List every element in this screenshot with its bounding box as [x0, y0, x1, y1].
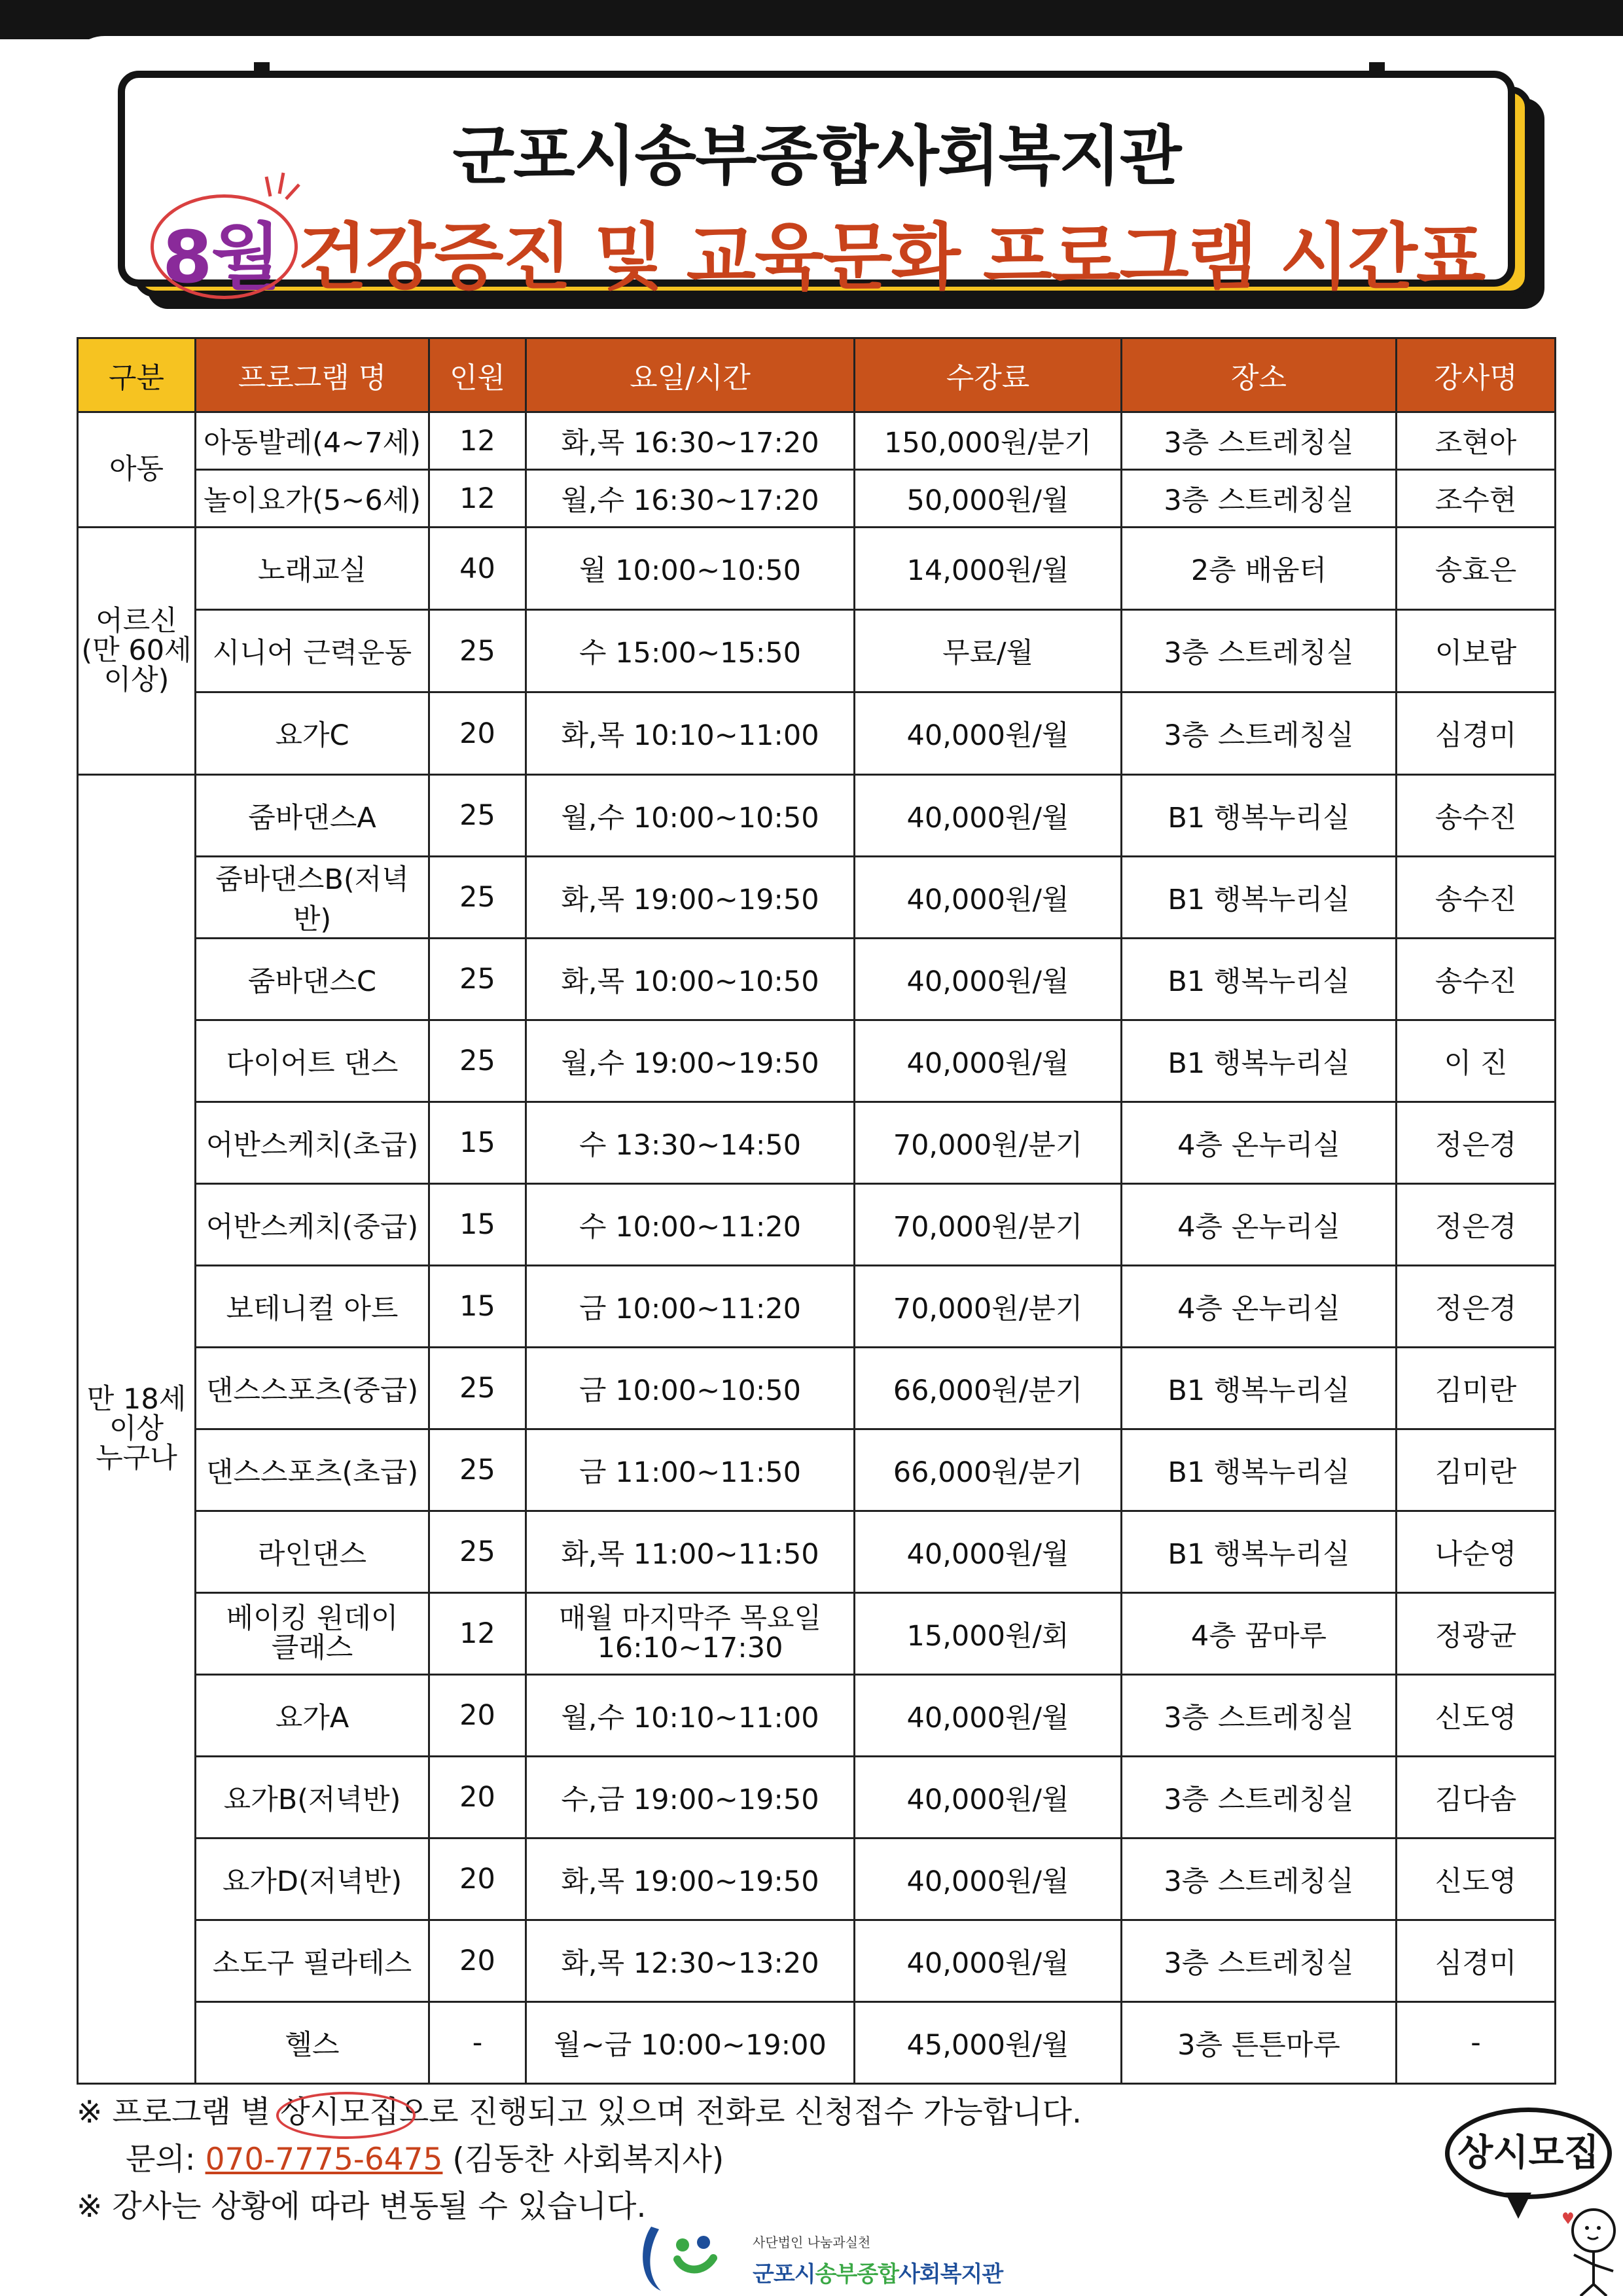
place-cell: B1 행복누리실	[1122, 1348, 1397, 1429]
sparkle-icon	[259, 171, 304, 217]
category-line: 이상	[109, 1412, 164, 1445]
table-row	[78, 2002, 1556, 2084]
schedule-line: 매월 마지막주 목요일	[558, 1602, 822, 1635]
instructor-cell: 정은경	[1397, 1102, 1556, 1184]
table-row	[78, 412, 1556, 470]
table-row	[78, 939, 1556, 1020]
place-cell: 4층 온누리실	[1122, 1102, 1397, 1184]
table-row	[78, 1920, 1556, 2002]
fee-cell: 40,000원/월	[855, 1675, 1122, 1757]
schedule-title	[162, 200, 1517, 303]
schedule-cell: 월,수 19:00~19:50	[526, 1020, 855, 1102]
capacity-cell: 15	[429, 1266, 526, 1348]
capacity-cell: 12	[429, 1593, 526, 1675]
fee-cell: 70,000원/분기	[855, 1266, 1122, 1348]
category-line: 이상)	[103, 664, 169, 697]
instructor-cell: 이 진	[1397, 1020, 1556, 1102]
table-row	[78, 1593, 1556, 1675]
instructor-cell: 신도영	[1397, 1675, 1556, 1757]
program-cell: 줌바댄스B(저녁반)	[196, 857, 429, 939]
fee-cell: 40,000원/월	[855, 1757, 1122, 1839]
fee-cell: 66,000원/분기	[855, 1348, 1122, 1429]
program-line: 클래스	[271, 1632, 353, 1664]
instructor-cell: 정은경	[1397, 1266, 1556, 1348]
schedule-cell: 수 10:00~11:20	[526, 1184, 855, 1266]
place-cell: 4층 꿈마루	[1122, 1593, 1397, 1675]
table-row	[78, 528, 1556, 610]
place-cell: 4층 온누리실	[1122, 1266, 1397, 1348]
capacity-cell: 12	[429, 412, 526, 470]
table-row	[78, 857, 1556, 939]
footer-notes	[77, 2089, 1082, 2231]
fee-cell: 66,000원/분기	[855, 1429, 1122, 1511]
note-1-prefix: ※ 프로그램 별	[77, 2094, 281, 2130]
instructor-cell: 조현아	[1397, 412, 1556, 470]
recruiting-speech-bubble: 상시모집	[1445, 2108, 1612, 2199]
instructor-cell: 심경미	[1397, 692, 1556, 775]
table-row	[78, 1020, 1556, 1102]
capacity-cell: 20	[429, 1675, 526, 1757]
schedule-cell: 화,목 10:00~10:50	[526, 939, 855, 1020]
category-line: 어르신	[96, 604, 177, 637]
schedule-cell: 수 13:30~14:50	[526, 1102, 855, 1184]
place-cell: 3층 튼튼마루	[1122, 2002, 1397, 2084]
schedule-line: 16:10~17:30	[597, 1632, 783, 1664]
program-cell: 소도구 필라테스	[196, 1920, 429, 2002]
schedule-table	[77, 337, 1556, 2085]
program-cell: 요가B(저녁반)	[196, 1757, 429, 1839]
place-cell: 3층 스트레칭실	[1122, 610, 1397, 692]
speech-bubble-tail	[1505, 2193, 1531, 2219]
fee-cell: 40,000원/월	[855, 692, 1122, 775]
place-cell: 3층 스트레칭실	[1122, 1920, 1397, 2002]
place-cell: B1 행복누리실	[1122, 857, 1397, 939]
schedule-cell: 월,수 16:30~17:20	[526, 470, 855, 528]
fee-cell: 150,000원/분기	[855, 412, 1122, 470]
instructor-cell: 심경미	[1397, 1920, 1556, 2002]
place-cell: B1 행복누리실	[1122, 775, 1397, 857]
schedule-cell: 화,목 19:00~19:50	[526, 1839, 855, 1920]
schedule-cell: 금 11:00~11:50	[526, 1429, 855, 1511]
category-line: 만 18세	[86, 1382, 187, 1416]
table-row	[78, 1102, 1556, 1184]
schedule-cell: 월 10:00~10:50	[526, 528, 855, 610]
place-cell: 4층 온누리실	[1122, 1184, 1397, 1266]
capacity-cell: 25	[429, 1429, 526, 1511]
instructor-cell: 송효은	[1397, 528, 1556, 610]
table-row	[78, 692, 1556, 775]
organization-logo-text	[753, 2232, 1003, 2288]
instructor-cell: 송수진	[1397, 775, 1556, 857]
program-cell: 시니어 근력운동	[196, 610, 429, 692]
schedule-cell: 월,수 10:10~11:00	[526, 1675, 855, 1757]
instructor-cell: 송수진	[1397, 939, 1556, 1020]
instructor-cell: 정광균	[1397, 1593, 1556, 1675]
schedule-cell: 월~금 10:00~19:00	[526, 2002, 855, 2084]
table-row	[78, 470, 1556, 528]
instructor-cell: 김미란	[1397, 1429, 1556, 1511]
fee-cell: 15,000원/회	[855, 1593, 1122, 1675]
program-cell: 아동발레(4~7세)	[196, 412, 429, 470]
program-cell: 댄스스포츠(초급)	[196, 1429, 429, 1511]
instructor-cell: 이보람	[1397, 610, 1556, 692]
schedule-cell: 화,목 12:30~13:20	[526, 1920, 855, 2002]
category-cell: 아동	[78, 412, 196, 528]
capacity-cell: 25	[429, 1511, 526, 1593]
capacity-cell: 25	[429, 1020, 526, 1102]
program-cell: 요가C	[196, 692, 429, 775]
phone-number-link[interactable]: 070-7775-6475	[205, 2142, 443, 2178]
capacity-cell: 15	[429, 1184, 526, 1266]
organization-title: 군포시송부종합사회복지관	[452, 119, 1181, 194]
instructor-cell: -	[1397, 2002, 1556, 2084]
table-header-row	[78, 338, 1556, 412]
place-cell: B1 행복누리실	[1122, 1511, 1397, 1593]
fee-cell: 50,000원/월	[855, 470, 1122, 528]
program-cell: 헬스	[196, 2002, 429, 2084]
always-recruiting-highlight	[280, 2089, 399, 2136]
column-header-schedule: 요일/시간	[526, 338, 855, 412]
category-cell	[78, 528, 196, 775]
capacity-cell: 20	[429, 692, 526, 775]
instructor-cell: 송수진	[1397, 857, 1556, 939]
program-cell: 요가D(저녁반)	[196, 1839, 429, 1920]
program-cell	[196, 1593, 429, 1675]
column-header-category: 구분	[78, 338, 196, 412]
column-header-place: 장소	[1122, 338, 1397, 412]
fee-cell: 40,000원/월	[855, 1839, 1122, 1920]
fee-cell: 40,000원/월	[855, 775, 1122, 857]
schedule-cell: 수,금 19:00~19:50	[526, 1757, 855, 1839]
capacity-cell: 40	[429, 528, 526, 610]
logo-name-part-2: 송부종합	[815, 2261, 899, 2287]
capacity-cell: 25	[429, 1348, 526, 1429]
contact-person: (김동찬 사회복지사)	[442, 2142, 724, 2178]
capacity-cell: 25	[429, 775, 526, 857]
schedule-cell	[526, 1593, 855, 1675]
place-cell: 3층 스트레칭실	[1122, 470, 1397, 528]
highlight-text: 상시모집	[280, 2094, 399, 2130]
place-cell: 3층 스트레칭실	[1122, 692, 1397, 775]
place-cell: 3층 스트레칭실	[1122, 412, 1397, 470]
note-line-3: ※ 강사는 상황에 따라 변동될 수 있습니다.	[77, 2189, 647, 2225]
logo-subtitle: 사단법인 나눔과실천	[753, 2234, 871, 2250]
category-line: 누구나	[96, 1442, 177, 1475]
table-row	[78, 775, 1556, 857]
schedule-cell: 화,목 19:00~19:50	[526, 857, 855, 939]
instructor-cell: 정은경	[1397, 1184, 1556, 1266]
schedule-cell: 화,목 11:00~11:50	[526, 1511, 855, 1593]
program-cell: 보테니컬 아트	[196, 1266, 429, 1348]
capacity-cell: 25	[429, 939, 526, 1020]
capacity-cell: -	[429, 2002, 526, 2084]
fee-cell: 40,000원/월	[855, 1920, 1122, 2002]
schedule-cell: 금 10:00~11:20	[526, 1266, 855, 1348]
table-row	[78, 1757, 1556, 1839]
capacity-cell: 15	[429, 1102, 526, 1184]
capacity-cell: 12	[429, 470, 526, 528]
fee-cell: 45,000원/월	[855, 2002, 1122, 2084]
column-header-program: 프로그램 명	[196, 338, 429, 412]
schedule-cell: 수 15:00~15:50	[526, 610, 855, 692]
category-cell	[78, 775, 196, 2084]
fee-cell: 70,000원/분기	[855, 1102, 1122, 1184]
schedule-cell: 화,목 10:10~11:00	[526, 692, 855, 775]
table-row	[78, 1348, 1556, 1429]
logo-name-part-1: 군포시	[753, 2261, 815, 2287]
place-cell: 3층 스트레칭실	[1122, 1839, 1397, 1920]
note-line-1	[77, 2089, 1082, 2136]
stick-figure-icon	[1558, 2199, 1623, 2296]
place-cell: B1 행복누리실	[1122, 939, 1397, 1020]
program-cell: 놀이요가(5~6세)	[196, 470, 429, 528]
schedule-cell: 화,목 16:30~17:20	[526, 412, 855, 470]
fee-cell: 40,000원/월	[855, 1511, 1122, 1593]
table-row	[78, 1675, 1556, 1757]
highlight-circle-mark	[276, 2092, 416, 2139]
place-cell: B1 행복누리실	[1122, 1020, 1397, 1102]
contact-label: 문의:	[126, 2142, 205, 2178]
fee-cell: 14,000원/월	[855, 528, 1122, 610]
capacity-cell: 20	[429, 1920, 526, 2002]
program-cell: 댄스스포츠(중급)	[196, 1348, 429, 1429]
note-line-2	[77, 2136, 1082, 2183]
schedule-cell: 금 10:00~10:50	[526, 1348, 855, 1429]
fee-cell: 70,000원/분기	[855, 1184, 1122, 1266]
top-black-band	[0, 0, 1623, 39]
program-cell: 어반스케치(중급)	[196, 1184, 429, 1266]
instructor-cell: 김다솜	[1397, 1757, 1556, 1839]
program-cell: 줌바댄스C	[196, 939, 429, 1020]
logo-name	[753, 2256, 1003, 2288]
instructor-cell: 조수현	[1397, 470, 1556, 528]
logo-name-part-3: 사회복지관	[898, 2261, 1003, 2287]
capacity-cell: 20	[429, 1839, 526, 1920]
instructor-cell: 김미란	[1397, 1348, 1556, 1429]
program-line: 베이킹 원데이	[226, 1602, 399, 1635]
fee-cell: 40,000원/월	[855, 857, 1122, 939]
program-cell: 노래교실	[196, 528, 429, 610]
table-row	[78, 610, 1556, 692]
fee-cell: 무료/월	[855, 610, 1122, 692]
place-cell: 2층 배움터	[1122, 528, 1397, 610]
fee-cell: 40,000원/월	[855, 939, 1122, 1020]
table-row	[78, 1266, 1556, 1348]
place-cell: 3층 스트레칭실	[1122, 1757, 1397, 1839]
capacity-cell: 20	[429, 1757, 526, 1839]
column-header-capacity: 인원	[429, 338, 526, 412]
program-cell: 줌바댄스A	[196, 775, 429, 857]
welfare-center-logo-icon	[632, 2220, 723, 2296]
table-row	[78, 1429, 1556, 1511]
program-cell: 요가A	[196, 1675, 429, 1757]
program-cell: 어반스케치(초급)	[196, 1102, 429, 1184]
month-text: 8월	[162, 215, 279, 299]
table-row	[78, 1184, 1556, 1266]
top-band-curve	[65, 36, 1623, 75]
instructor-cell: 신도영	[1397, 1839, 1556, 1920]
schedule-cell: 월,수 10:00~10:50	[526, 775, 855, 857]
program-cell: 다이어트 댄스	[196, 1020, 429, 1102]
program-cell: 라인댄스	[196, 1511, 429, 1593]
table-row	[78, 1839, 1556, 1920]
place-cell: 3층 스트레칭실	[1122, 1675, 1397, 1757]
column-header-instructor: 강사명	[1397, 338, 1556, 412]
title-rest: 건강증진 및 교육문화 프로그램 시간표	[297, 215, 1485, 299]
category-line: (만 60세	[81, 634, 192, 667]
table-row	[78, 1511, 1556, 1593]
instructor-cell: 나순영	[1397, 1511, 1556, 1593]
place-cell: B1 행복누리실	[1122, 1429, 1397, 1511]
column-header-fee: 수강료	[855, 338, 1122, 412]
capacity-cell: 25	[429, 857, 526, 939]
note-1-suffix: 으로 진행되고 있으며 전화로 신청접수 가능합니다.	[399, 2094, 1082, 2130]
fee-cell: 40,000원/월	[855, 1020, 1122, 1102]
capacity-cell: 25	[429, 610, 526, 692]
